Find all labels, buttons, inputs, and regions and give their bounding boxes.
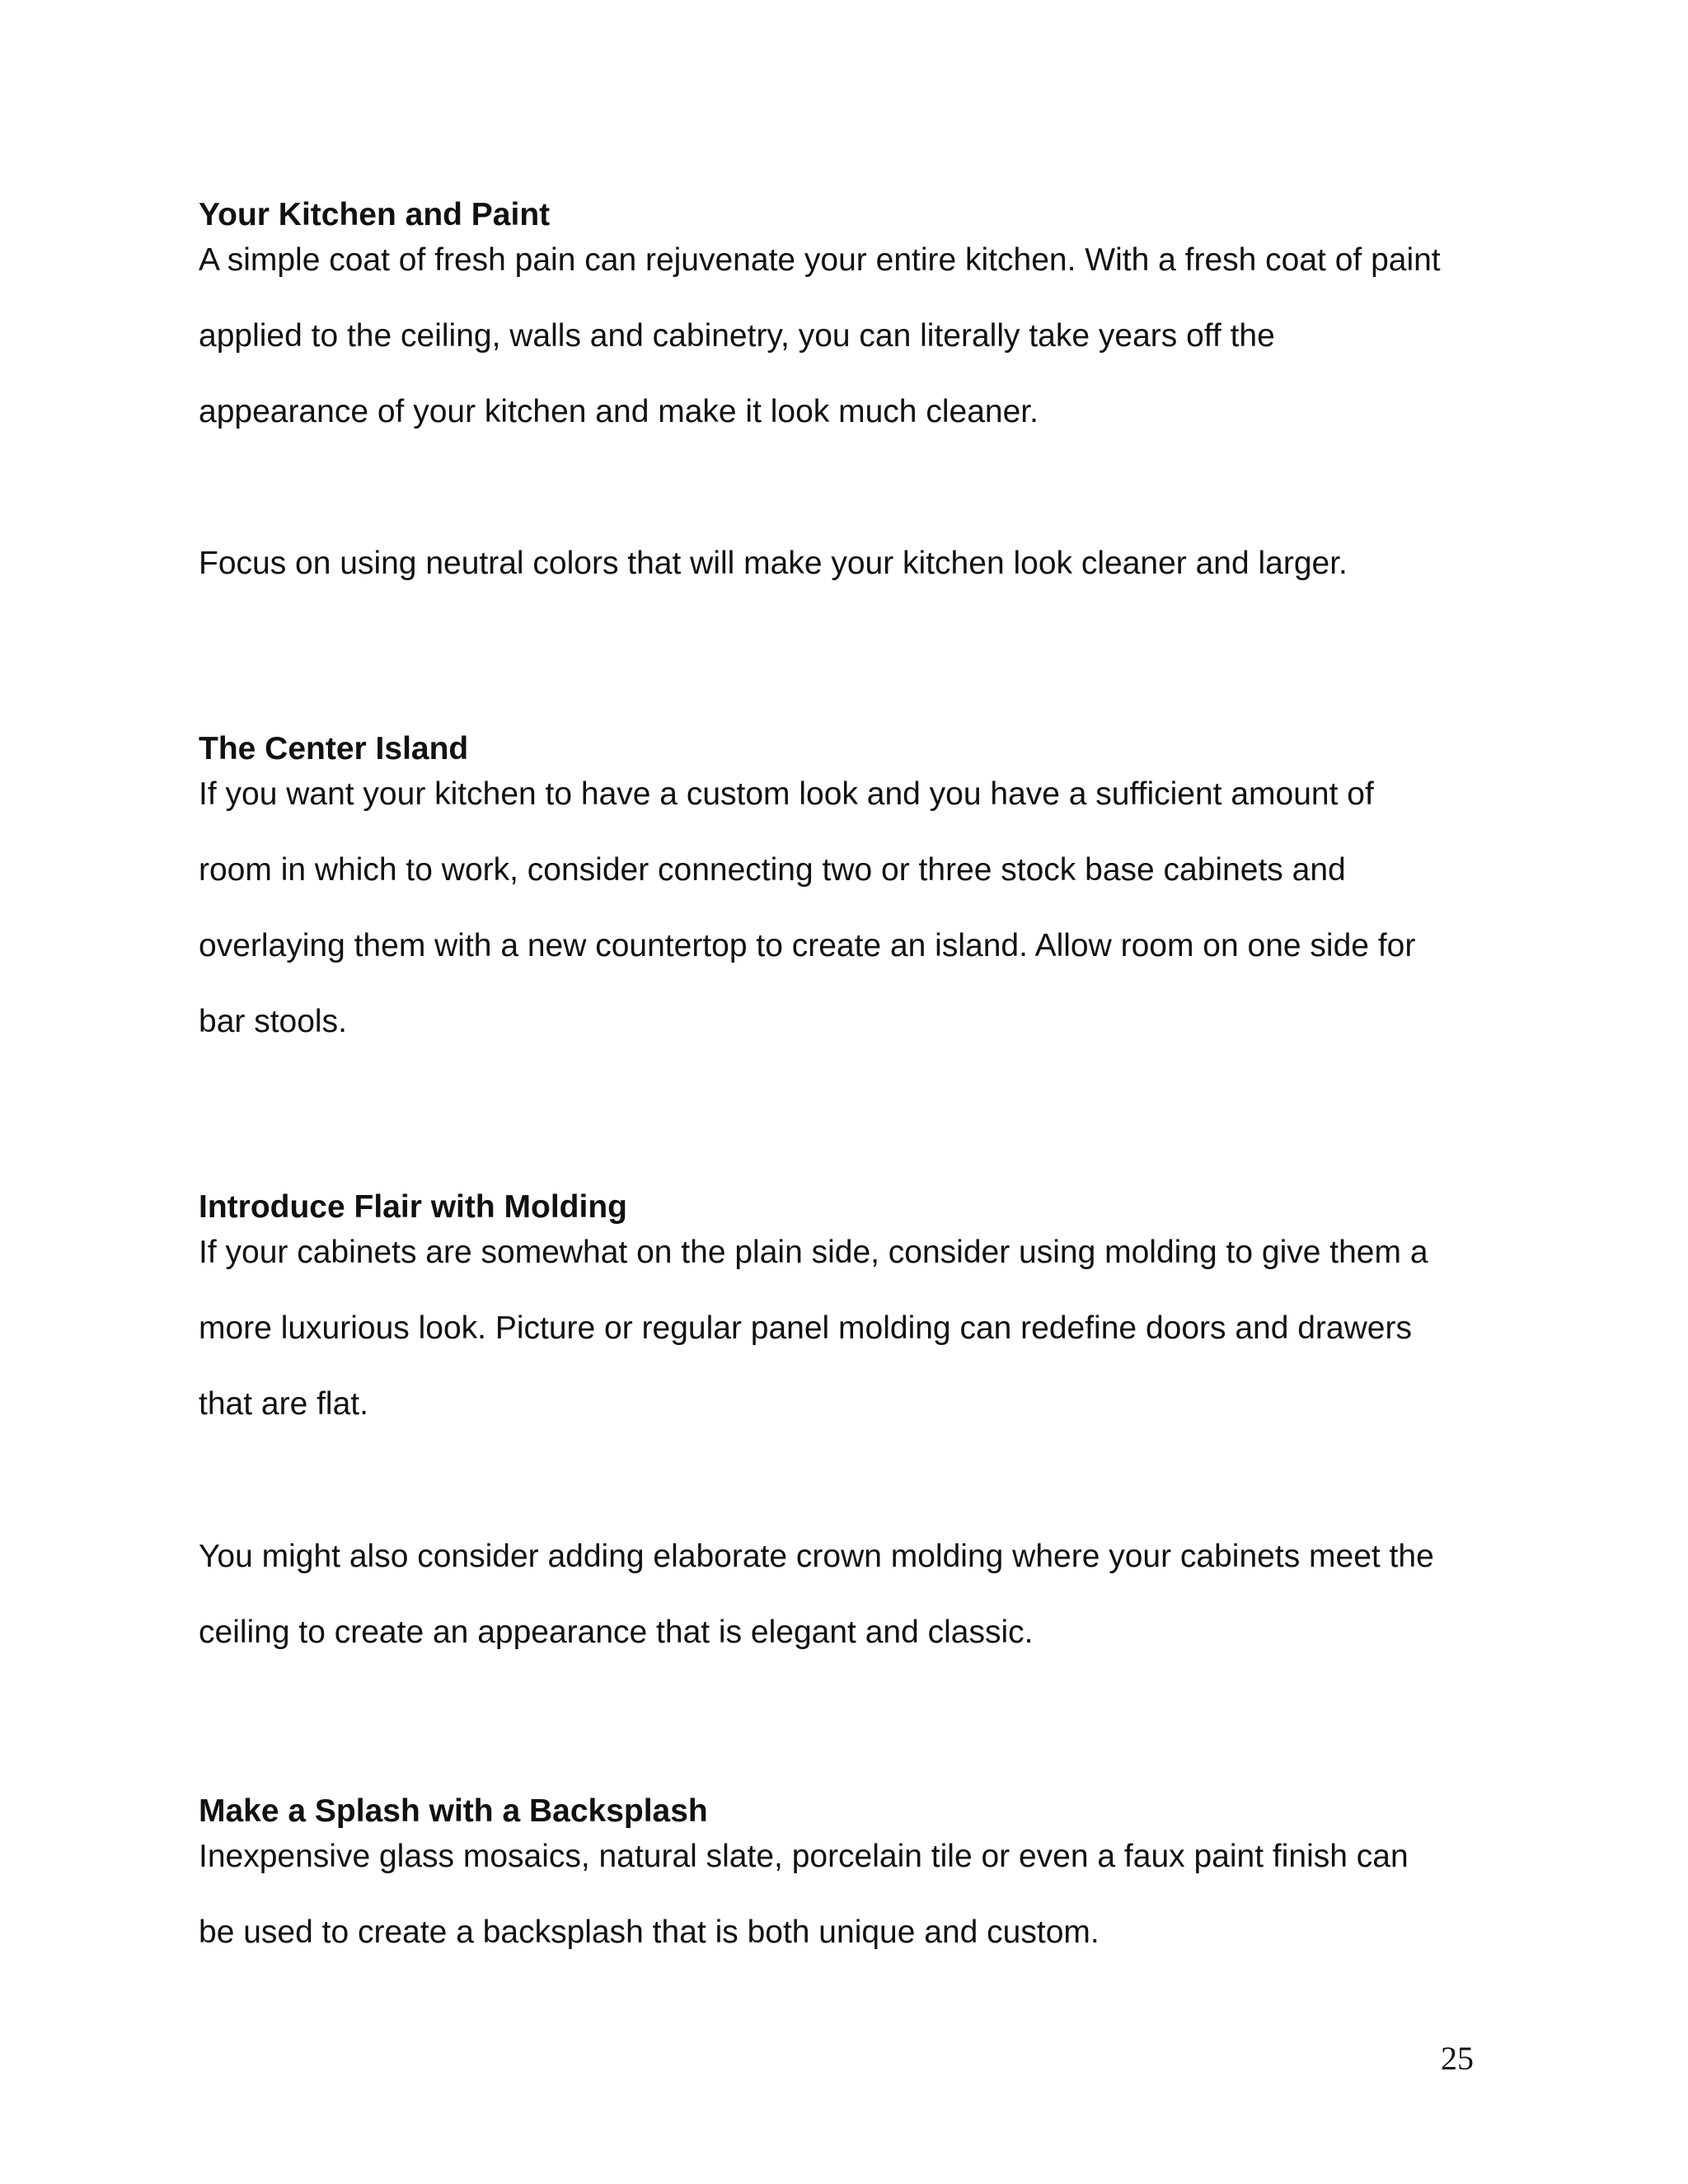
body-text-line: You might also consider adding elaborate crown molding where your cabinets meet the [199, 1539, 1434, 1574]
body-text-line: If you want your kitchen to have a custom look and you have a sufficient amount of [199, 776, 1374, 812]
section-heading: Introduce Flair with Molding [199, 1189, 627, 1225]
body-text-line: that are flat. [199, 1386, 368, 1422]
body-text-line: be used to create a backsplash that is both unique and custom. [199, 1915, 1100, 1950]
page-number: 25 [1441, 2040, 1474, 2077]
body-text-line: Focus on using neutral colors that will make your kitchen look cleaner and larger. [199, 546, 1348, 581]
section-heading: Make a Splash with a Backsplash [199, 1793, 708, 1829]
body-text-line: bar stools. [199, 1004, 347, 1039]
body-text-line: A simple coat of fresh pain can rejuvenate your entire kitchen. With a fresh coat of paint [199, 242, 1441, 278]
body-text-line: Inexpensive glass mosaics, natural slate, porcelain tile or even a faux paint finish can [199, 1839, 1409, 1874]
body-text-line: appearance of your kitchen and make it look much cleaner. [199, 394, 1039, 429]
body-text-line: If your cabinets are somewhat on the plain side, consider using molding to give them a [199, 1235, 1428, 1270]
body-text-line: ceiling to create an appearance that is elegant and classic. [199, 1615, 1034, 1650]
body-text-line: more luxurious look. Picture or regular panel molding can redefine doors and drawers [199, 1310, 1412, 1346]
body-text-line: applied to the ceiling, walls and cabinetry, you can literally take years off the [199, 318, 1275, 354]
body-text-line: overlaying them with a new countertop to create an island. Allow room on one side for [199, 928, 1416, 963]
section-heading: The Center Island [199, 731, 469, 766]
section-heading: Your Kitchen and Paint [199, 197, 551, 232]
body-text-line: room in which to work, consider connecting two or three stock base cabinets and [199, 852, 1346, 888]
